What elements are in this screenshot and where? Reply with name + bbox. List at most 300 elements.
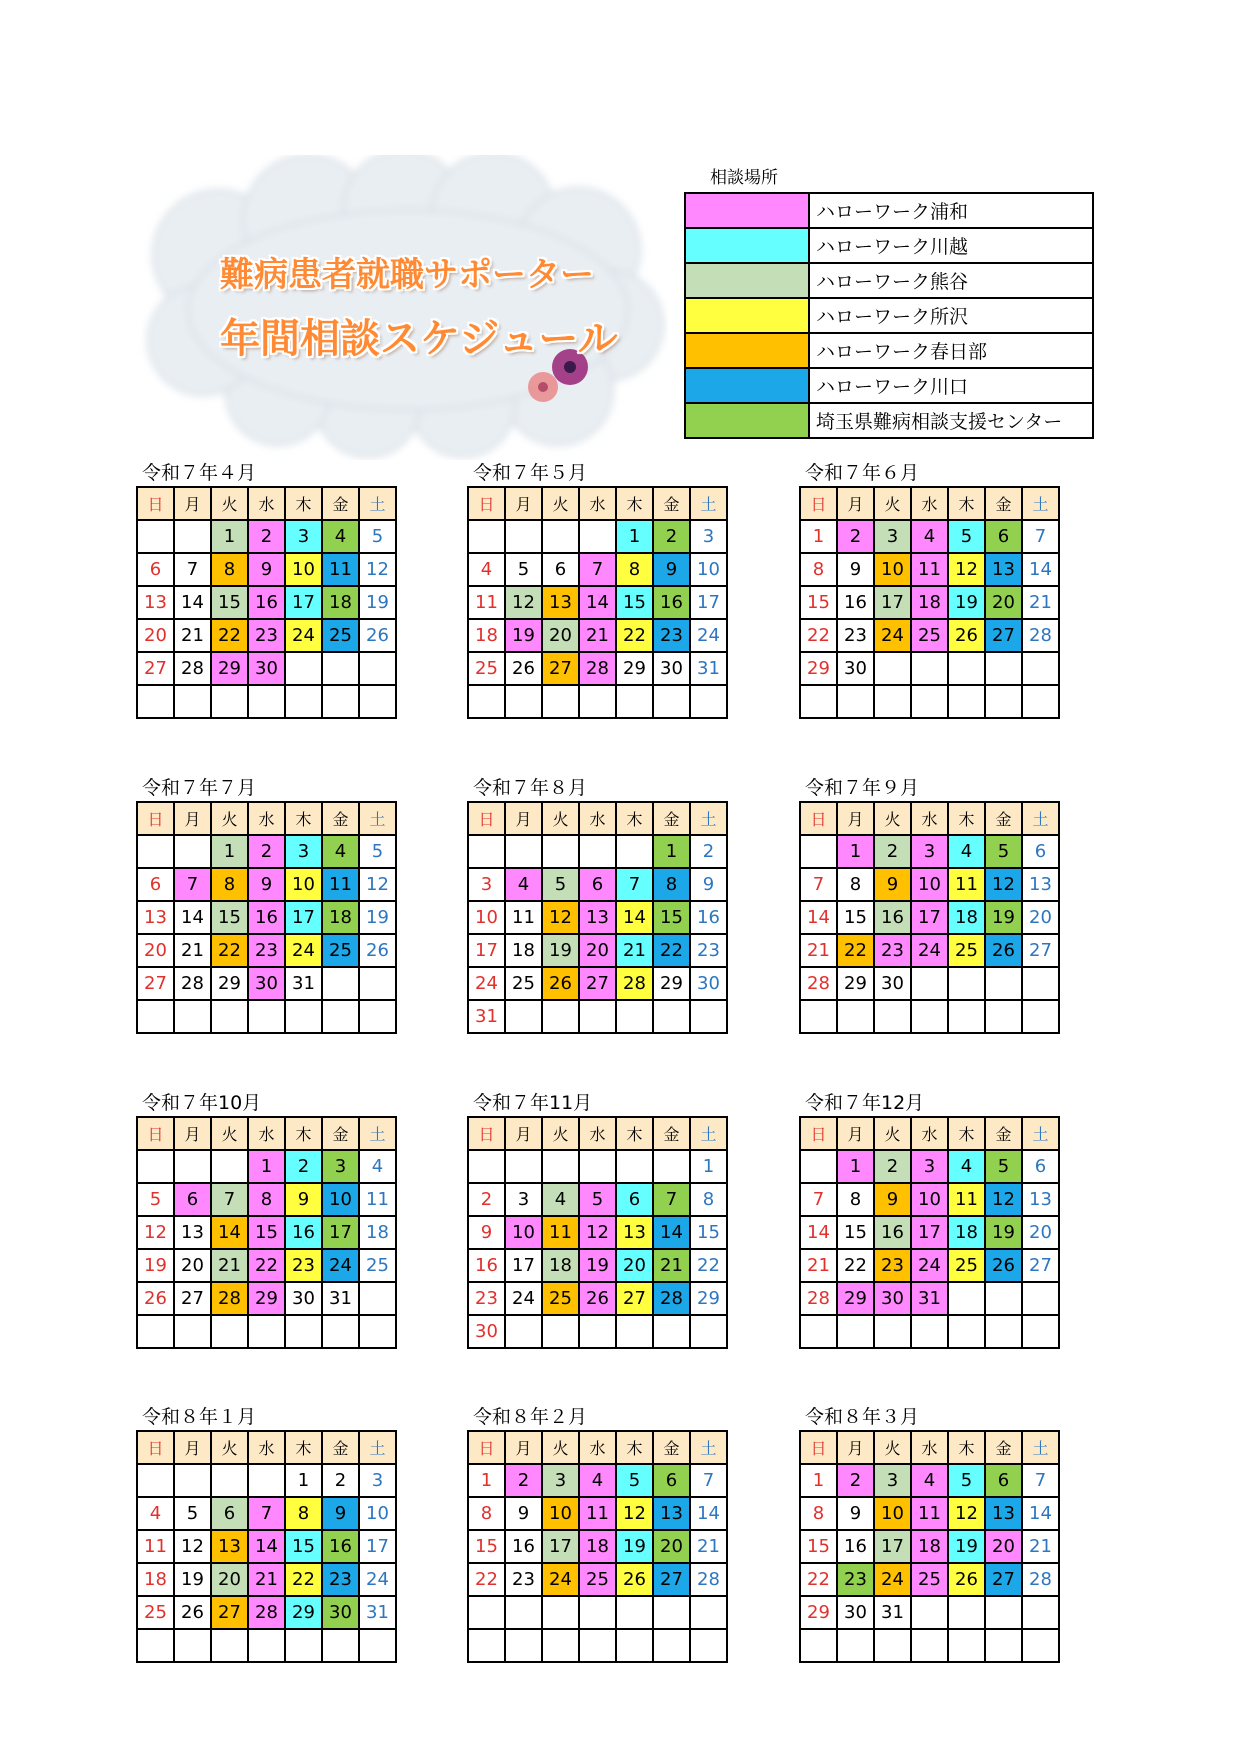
day-cell: 19 <box>948 586 985 619</box>
day-cell: 16 <box>285 1216 322 1249</box>
empty-cell <box>616 1629 653 1662</box>
day-cell: 29 <box>653 967 690 1000</box>
day-cell: 21 <box>653 1249 690 1282</box>
day-cell: 17 <box>874 586 911 619</box>
weekday-label: 月 <box>174 1117 211 1150</box>
day-cell: 1 <box>616 520 653 553</box>
month-table <box>467 1116 728 1349</box>
empty-cell <box>948 652 985 685</box>
day-cell: 28 <box>616 967 653 1000</box>
day-cell: 5 <box>985 1150 1022 1183</box>
day-cell: 30 <box>837 1596 874 1629</box>
day-cell: 7 <box>690 1464 727 1497</box>
weekday-label: 日 <box>468 1117 505 1150</box>
day-cell: 20 <box>174 1249 211 1282</box>
weekday-label: 土 <box>1022 1431 1059 1464</box>
day-cell: 11 <box>359 1183 396 1216</box>
weekday-label: 水 <box>248 487 285 520</box>
week-row <box>137 934 396 967</box>
empty-cell <box>579 1150 616 1183</box>
empty-cell <box>1022 1000 1059 1033</box>
month-calendar <box>467 775 728 1034</box>
empty-cell <box>542 835 579 868</box>
day-cell: 18 <box>359 1216 396 1249</box>
day-cell: 5 <box>174 1497 211 1530</box>
day-cell: 22 <box>653 934 690 967</box>
week-row <box>468 520 727 553</box>
day-cell: 13 <box>211 1530 248 1563</box>
week-row <box>468 901 727 934</box>
day-cell: 3 <box>874 1464 911 1497</box>
week-row <box>468 1563 727 1596</box>
weekday-label: 日 <box>800 1431 837 1464</box>
day-cell: 28 <box>800 967 837 1000</box>
empty-cell <box>174 1000 211 1033</box>
week-row <box>137 652 396 685</box>
week-row <box>468 1000 727 1033</box>
empty-cell <box>174 1150 211 1183</box>
weekday-label: 火 <box>542 1431 579 1464</box>
day-cell: 11 <box>322 868 359 901</box>
day-cell: 14 <box>653 1216 690 1249</box>
weekday-label: 水 <box>248 1117 285 1150</box>
empty-cell <box>322 967 359 1000</box>
empty-cell <box>800 685 837 718</box>
empty-cell <box>800 1150 837 1183</box>
weekday-label: 月 <box>837 802 874 835</box>
week-row <box>800 1216 1059 1249</box>
week-row <box>800 1530 1059 1563</box>
weekday-label: 金 <box>653 802 690 835</box>
day-cell: 23 <box>837 619 874 652</box>
empty-cell <box>579 835 616 868</box>
week-row <box>468 1596 727 1629</box>
weekday-label: 土 <box>690 487 727 520</box>
empty-cell <box>322 1629 359 1662</box>
day-cell: 16 <box>874 1216 911 1249</box>
empty-cell <box>505 1150 542 1183</box>
day-cell: 31 <box>322 1282 359 1315</box>
day-cell: 14 <box>690 1497 727 1530</box>
week-row <box>800 652 1059 685</box>
day-cell: 29 <box>616 652 653 685</box>
week-row <box>468 1497 727 1530</box>
weekday-label: 日 <box>468 487 505 520</box>
month-calendar <box>136 1090 397 1349</box>
day-cell: 4 <box>948 1150 985 1183</box>
day-cell: 23 <box>505 1563 542 1596</box>
week-row <box>800 685 1059 718</box>
day-cell: 22 <box>800 619 837 652</box>
month-table <box>136 801 397 1034</box>
day-cell: 17 <box>874 1530 911 1563</box>
week-row <box>468 967 727 1000</box>
month-title: 令和７年６月 <box>805 462 920 484</box>
day-cell: 23 <box>285 1249 322 1282</box>
day-cell: 21 <box>174 934 211 967</box>
weekday-label: 火 <box>542 802 579 835</box>
day-cell: 25 <box>505 967 542 1000</box>
day-cell: 24 <box>285 934 322 967</box>
empty-cell <box>616 1315 653 1348</box>
day-cell: 29 <box>837 967 874 1000</box>
day-cell: 20 <box>542 619 579 652</box>
day-cell: 29 <box>690 1282 727 1315</box>
day-cell: 24 <box>874 619 911 652</box>
weekday-label: 水 <box>911 1117 948 1150</box>
empty-cell <box>359 1629 396 1662</box>
weekday-header <box>137 487 396 520</box>
day-cell: 20 <box>1022 901 1059 934</box>
weekday-label: 土 <box>359 487 396 520</box>
empty-cell <box>579 1315 616 1348</box>
day-cell: 5 <box>948 1464 985 1497</box>
day-cell: 31 <box>285 967 322 1000</box>
day-cell: 10 <box>359 1497 396 1530</box>
day-cell: 15 <box>800 586 837 619</box>
day-cell: 15 <box>837 901 874 934</box>
day-cell: 3 <box>505 1183 542 1216</box>
weekday-label: 土 <box>1022 1117 1059 1150</box>
empty-cell <box>911 1000 948 1033</box>
month-title: 令和７年４月 <box>142 462 257 484</box>
day-cell: 27 <box>174 1282 211 1315</box>
day-cell: 19 <box>616 1530 653 1563</box>
empty-cell <box>285 652 322 685</box>
day-cell: 31 <box>468 1000 505 1033</box>
day-cell: 17 <box>468 934 505 967</box>
day-cell: 15 <box>285 1530 322 1563</box>
legend-swatch <box>685 263 809 298</box>
day-cell: 24 <box>690 619 727 652</box>
week-row <box>800 1249 1059 1282</box>
day-cell: 31 <box>690 652 727 685</box>
weekday-label: 月 <box>837 487 874 520</box>
empty-cell <box>137 1464 174 1497</box>
day-cell: 27 <box>579 967 616 1000</box>
day-cell: 15 <box>837 1216 874 1249</box>
day-cell: 2 <box>248 520 285 553</box>
empty-cell <box>322 685 359 718</box>
day-cell: 15 <box>653 901 690 934</box>
empty-cell <box>800 1000 837 1033</box>
week-row <box>800 1563 1059 1596</box>
weekday-header <box>137 1431 396 1464</box>
weekday-label: 金 <box>322 487 359 520</box>
weekday-label: 日 <box>800 802 837 835</box>
day-cell: 26 <box>359 934 396 967</box>
empty-cell <box>542 520 579 553</box>
day-cell: 12 <box>579 1216 616 1249</box>
weekday-label: 水 <box>579 1117 616 1150</box>
empty-cell <box>874 685 911 718</box>
day-cell: 17 <box>285 901 322 934</box>
day-cell: 2 <box>874 835 911 868</box>
empty-cell <box>616 1150 653 1183</box>
day-cell: 10 <box>468 901 505 934</box>
empty-cell <box>505 835 542 868</box>
day-cell: 17 <box>359 1530 396 1563</box>
weekday-label: 水 <box>248 802 285 835</box>
empty-cell <box>1022 652 1059 685</box>
day-cell: 25 <box>137 1596 174 1629</box>
legend-swatch <box>685 403 809 438</box>
month-calendar <box>467 1090 728 1349</box>
weekday-label: 土 <box>690 802 727 835</box>
weekday-label: 日 <box>468 1431 505 1464</box>
empty-cell <box>653 685 690 718</box>
week-row <box>800 520 1059 553</box>
day-cell: 25 <box>542 1282 579 1315</box>
week-row <box>468 1464 727 1497</box>
empty-cell <box>1022 685 1059 718</box>
empty-cell <box>248 1629 285 1662</box>
day-cell: 2 <box>653 520 690 553</box>
empty-cell <box>653 1629 690 1662</box>
empty-cell <box>468 835 505 868</box>
day-cell: 17 <box>911 1216 948 1249</box>
day-cell: 1 <box>690 1150 727 1183</box>
day-cell: 13 <box>579 901 616 934</box>
week-row <box>137 619 396 652</box>
day-cell: 11 <box>911 553 948 586</box>
empty-cell <box>948 1629 985 1662</box>
empty-cell <box>248 1464 285 1497</box>
day-cell: 21 <box>211 1249 248 1282</box>
day-cell: 24 <box>468 967 505 1000</box>
day-cell: 19 <box>359 586 396 619</box>
day-cell: 25 <box>948 934 985 967</box>
week-row <box>468 1629 727 1662</box>
empty-cell <box>359 967 396 1000</box>
empty-cell <box>211 1000 248 1033</box>
month-calendar <box>799 775 1060 1034</box>
day-cell: 28 <box>653 1282 690 1315</box>
day-cell: 7 <box>174 553 211 586</box>
day-cell: 3 <box>285 520 322 553</box>
day-cell: 23 <box>690 934 727 967</box>
day-cell: 14 <box>174 586 211 619</box>
empty-cell <box>653 1150 690 1183</box>
day-cell: 5 <box>985 835 1022 868</box>
day-cell: 17 <box>911 901 948 934</box>
weekday-label: 日 <box>137 802 174 835</box>
day-cell: 22 <box>837 934 874 967</box>
empty-cell <box>874 652 911 685</box>
day-cell: 8 <box>837 868 874 901</box>
day-cell: 9 <box>653 553 690 586</box>
day-cell: 18 <box>542 1249 579 1282</box>
day-cell: 13 <box>137 586 174 619</box>
week-row <box>137 1464 396 1497</box>
week-row <box>800 586 1059 619</box>
week-row <box>468 1315 727 1348</box>
week-row <box>137 1629 396 1662</box>
day-cell: 2 <box>837 520 874 553</box>
day-cell: 17 <box>322 1216 359 1249</box>
week-row <box>137 553 396 586</box>
empty-cell <box>359 1315 396 1348</box>
day-cell: 4 <box>468 553 505 586</box>
day-cell: 14 <box>248 1530 285 1563</box>
day-cell: 1 <box>837 835 874 868</box>
weekday-label: 土 <box>690 1431 727 1464</box>
day-cell: 27 <box>616 1282 653 1315</box>
empty-cell <box>579 1629 616 1662</box>
week-row <box>800 1596 1059 1629</box>
month-calendar <box>799 1090 1060 1349</box>
week-row <box>137 967 396 1000</box>
empty-cell <box>911 685 948 718</box>
day-cell: 23 <box>248 619 285 652</box>
day-cell: 19 <box>985 901 1022 934</box>
empty-cell <box>211 1629 248 1662</box>
day-cell: 20 <box>1022 1216 1059 1249</box>
empty-cell <box>285 685 322 718</box>
empty-cell <box>579 1596 616 1629</box>
day-cell: 20 <box>985 586 1022 619</box>
week-row <box>468 1249 727 1282</box>
day-cell: 14 <box>579 586 616 619</box>
week-row <box>468 1282 727 1315</box>
week-row <box>800 1183 1059 1216</box>
empty-cell <box>174 835 211 868</box>
weekday-header <box>800 1117 1059 1150</box>
day-cell: 10 <box>322 1183 359 1216</box>
week-row <box>137 1563 396 1596</box>
legend-label: ハローワーク浦和 <box>809 193 1093 228</box>
empty-cell <box>948 1282 985 1315</box>
day-cell: 16 <box>505 1530 542 1563</box>
day-cell: 24 <box>505 1282 542 1315</box>
day-cell: 28 <box>1022 619 1059 652</box>
week-row <box>800 835 1059 868</box>
day-cell: 6 <box>653 1464 690 1497</box>
empty-cell <box>468 1629 505 1662</box>
day-cell: 9 <box>690 868 727 901</box>
weekday-label: 火 <box>542 1117 579 1150</box>
week-row <box>468 619 727 652</box>
day-cell: 13 <box>616 1216 653 1249</box>
week-row <box>137 1183 396 1216</box>
month-calendar <box>136 775 397 1034</box>
legend-row <box>685 228 1093 263</box>
month-calendar <box>467 1404 728 1663</box>
day-cell: 10 <box>911 868 948 901</box>
day-cell: 8 <box>285 1497 322 1530</box>
week-row <box>468 685 727 718</box>
weekday-label: 木 <box>285 1117 322 1150</box>
empty-cell <box>542 1000 579 1033</box>
day-cell: 20 <box>137 619 174 652</box>
empty-cell <box>1022 967 1059 1000</box>
month-calendar <box>799 460 1060 719</box>
day-cell: 4 <box>911 1464 948 1497</box>
day-cell: 18 <box>579 1530 616 1563</box>
empty-cell <box>211 1315 248 1348</box>
week-row <box>800 901 1059 934</box>
day-cell: 9 <box>285 1183 322 1216</box>
weekday-header <box>800 802 1059 835</box>
week-row <box>137 1596 396 1629</box>
day-cell: 4 <box>322 520 359 553</box>
day-cell: 28 <box>1022 1563 1059 1596</box>
day-cell: 27 <box>137 967 174 1000</box>
day-cell: 22 <box>690 1249 727 1282</box>
day-cell: 15 <box>248 1216 285 1249</box>
empty-cell <box>653 1000 690 1033</box>
day-cell: 6 <box>985 520 1022 553</box>
day-cell: 6 <box>985 1464 1022 1497</box>
day-cell: 15 <box>468 1530 505 1563</box>
legend-label: ハローワーク熊谷 <box>809 263 1093 298</box>
week-row <box>468 1150 727 1183</box>
week-row <box>800 1315 1059 1348</box>
day-cell: 22 <box>285 1563 322 1596</box>
legend-row <box>685 263 1093 298</box>
day-cell: 16 <box>690 901 727 934</box>
day-cell: 1 <box>468 1464 505 1497</box>
weekday-label: 月 <box>174 802 211 835</box>
weekday-label: 土 <box>1022 802 1059 835</box>
day-cell: 2 <box>322 1464 359 1497</box>
day-cell: 13 <box>985 1497 1022 1530</box>
week-row <box>800 868 1059 901</box>
day-cell: 29 <box>248 1282 285 1315</box>
day-cell: 6 <box>137 868 174 901</box>
day-cell: 3 <box>468 868 505 901</box>
weekday-label: 月 <box>505 487 542 520</box>
empty-cell <box>359 652 396 685</box>
month-table <box>136 486 397 719</box>
empty-cell <box>1022 1596 1059 1629</box>
day-cell: 30 <box>874 967 911 1000</box>
day-cell: 5 <box>359 520 396 553</box>
weekday-header <box>468 487 727 520</box>
day-cell: 8 <box>690 1183 727 1216</box>
day-cell: 6 <box>137 553 174 586</box>
empty-cell <box>468 520 505 553</box>
day-cell: 16 <box>322 1530 359 1563</box>
day-cell: 21 <box>1022 586 1059 619</box>
day-cell: 10 <box>874 553 911 586</box>
day-cell: 28 <box>174 967 211 1000</box>
day-cell: 22 <box>616 619 653 652</box>
empty-cell <box>948 1315 985 1348</box>
day-cell: 12 <box>174 1530 211 1563</box>
day-cell: 24 <box>285 619 322 652</box>
day-cell: 19 <box>948 1530 985 1563</box>
day-cell: 13 <box>542 586 579 619</box>
weekday-label: 土 <box>359 1431 396 1464</box>
empty-cell <box>542 1315 579 1348</box>
weekday-label: 月 <box>174 487 211 520</box>
week-row <box>137 901 396 934</box>
legend-table <box>684 192 1094 439</box>
weekday-label: 木 <box>616 1117 653 1150</box>
day-cell: 30 <box>285 1282 322 1315</box>
day-cell: 22 <box>211 934 248 967</box>
empty-cell <box>505 1629 542 1662</box>
day-cell: 20 <box>985 1530 1022 1563</box>
weekday-label: 木 <box>616 1431 653 1464</box>
weekday-label: 月 <box>174 1431 211 1464</box>
day-cell: 8 <box>248 1183 285 1216</box>
day-cell: 19 <box>505 619 542 652</box>
weekday-header <box>137 1117 396 1150</box>
day-cell: 16 <box>837 586 874 619</box>
empty-cell <box>137 1315 174 1348</box>
